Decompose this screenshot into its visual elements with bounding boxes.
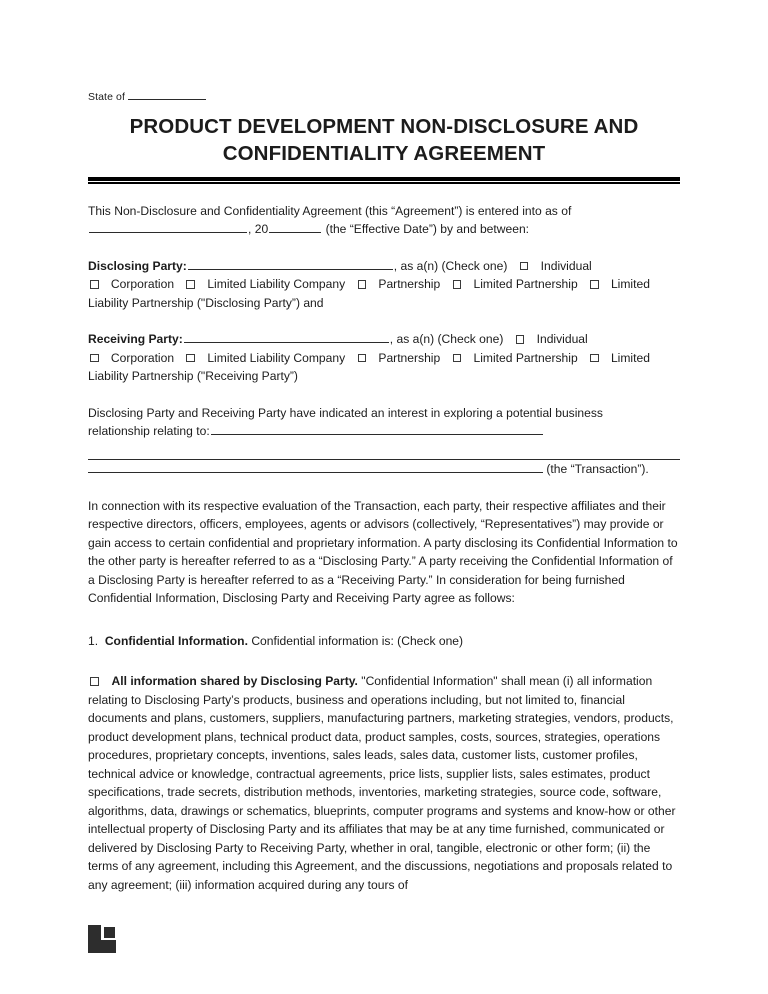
disclosing-option-individual: Individual bbox=[540, 258, 592, 273]
transaction-blank-3[interactable] bbox=[88, 460, 543, 473]
checkbox-receiving-llp[interactable] bbox=[590, 354, 599, 363]
section-1-heading bbox=[88, 632, 680, 651]
checkbox-receiving-individual[interactable] bbox=[516, 335, 525, 344]
divider-bar-thin bbox=[88, 182, 680, 184]
transaction-suffix: (the “Transaction”). bbox=[546, 462, 649, 477]
title-line-2: CONFIDENTIALITY AGREEMENT bbox=[222, 142, 546, 165]
state-of-label: State of bbox=[88, 91, 125, 103]
checkbox-disclosing-individual[interactable] bbox=[520, 262, 529, 271]
receiving-option-limited-partnership: Limited Partnership bbox=[473, 350, 578, 365]
transaction-blank-2[interactable] bbox=[88, 441, 680, 461]
option-all-information-text: "Confidential Information" shall mean (i) all information relating to Disclosing Party’s products, business and operations including, but not limited to, financial documents and plans, customers, suppliers, manufacturing partners, marketing strategies, vendors, products, product development plans, technical product data, product samples, costs, sources, strategies, operations procedures, proprietary concepts, inventions, sales leads, sales data, customer lists, customer profiles, technical advice or knowledge, contractual agreements, price lists, supplier lists, sales estimates, product specifications, trade secrets, distribution methods, inventories, marketing strategies, source code, software, algorithms, data, drawings or schematics, blueprints, computer programs and systems and know-how or other intellectual property of Disclosing Party and its affiliates that may be at any time furnished, communicated or delivered by Disclosing Party to Receiving Party, whether in oral, tangible, electronic or other form; (ii) the terms of any agreement, including this Agreement, and the discussions, negotiations and proposals related to any agreement; (iii) information acquired during any tours of bbox=[88, 674, 676, 892]
effective-year-blank[interactable] bbox=[269, 220, 321, 233]
title-line-1: PRODUCT DEVELOPMENT NON-DISCLOSURE AND bbox=[129, 115, 639, 138]
receiving-party-block bbox=[88, 330, 680, 386]
title-divider bbox=[88, 177, 680, 184]
receiving-option-limited: Limited bbox=[610, 350, 650, 365]
document-content bbox=[88, 0, 680, 894]
checkbox-disclosing-partnership[interactable] bbox=[358, 280, 367, 289]
transaction-line-4 bbox=[88, 460, 680, 479]
checkbox-disclosing-corporation[interactable] bbox=[90, 280, 99, 289]
checkbox-all-information[interactable] bbox=[90, 677, 99, 686]
transaction-line-2-prefix: relationship relating to: bbox=[88, 424, 210, 439]
effective-date-suffix: (the “Effective Date”) by and between: bbox=[325, 222, 530, 237]
logo-notch-inner bbox=[104, 927, 115, 938]
recital-paragraph: In connection with its respective evaluation of the Transaction, each party, their respective affiliates and their respective directors, officers, employees, agents or advisors (collectively, “Representatives”) may provide or gain access to certain confidential and proprietary information. A party disclosing its Confidential Information to the other party is hereafter referred to as a “Disclosing Party.” A party receiving the Confidential Information of a Disclosing Party is hereafter referred to as a “Receiving Party.” In consideration for being furnished Confidential Information, Disclosing Party and Receiving Party agree as follows: bbox=[88, 498, 678, 606]
transaction-block bbox=[88, 404, 680, 479]
checkbox-disclosing-limited-partnership[interactable] bbox=[453, 280, 462, 289]
year-prefix: , 20 bbox=[248, 222, 269, 237]
receiving-party-line-3: Liability Partnership ("Receiving Party”) bbox=[88, 369, 298, 384]
disclosing-option-corporation: Corporation bbox=[110, 277, 175, 292]
intro-paragraph bbox=[88, 202, 680, 239]
disclosing-option-partnership: Partnership bbox=[378, 277, 441, 292]
checkbox-receiving-llc[interactable] bbox=[186, 354, 195, 363]
effective-date-blank[interactable] bbox=[89, 220, 247, 233]
disclosing-party-line-3: Liability Partnership ("Disclosing Party”) and bbox=[88, 295, 324, 310]
disclosing-option-limited: Limited bbox=[610, 277, 650, 292]
disclosing-option-llc: Limited Liability Company bbox=[207, 277, 346, 292]
disclosing-party-line-2 bbox=[88, 275, 680, 294]
transaction-blank-1[interactable] bbox=[211, 422, 543, 435]
receiving-party-label: Receiving Party: bbox=[88, 332, 183, 347]
section-1-text: Confidential information is: (Check one) bbox=[251, 633, 464, 648]
checkbox-disclosing-llp[interactable] bbox=[590, 280, 599, 289]
receiving-option-individual: Individual bbox=[536, 332, 588, 347]
receiving-option-llc: Limited Liability Company bbox=[207, 350, 346, 365]
disclosing-option-limited-partnership: Limited Partnership bbox=[473, 277, 578, 292]
disclosing-party-name-blank[interactable] bbox=[188, 257, 393, 270]
disclosing-party-label: Disclosing Party: bbox=[88, 258, 187, 273]
section-1-number: 1. bbox=[88, 633, 99, 648]
checkbox-receiving-partnership[interactable] bbox=[358, 354, 367, 363]
disclosing-party-block bbox=[88, 257, 680, 313]
transaction-line-2 bbox=[88, 422, 680, 441]
receiving-option-corporation: Corporation bbox=[110, 350, 175, 365]
document-body bbox=[88, 202, 680, 895]
checkbox-disclosing-llc[interactable] bbox=[186, 280, 195, 289]
receiving-party-line-2 bbox=[88, 349, 680, 368]
receiving-as-a-n: , as a(n) (Check one) bbox=[389, 332, 504, 347]
receiving-option-partnership: Partnership bbox=[378, 350, 441, 365]
logo-notch bbox=[101, 925, 116, 940]
checkbox-receiving-corporation[interactable] bbox=[90, 354, 99, 363]
disclosing-party-line-1 bbox=[88, 257, 680, 276]
section-1-title: Confidential Information. bbox=[104, 633, 248, 648]
state-of-blank[interactable] bbox=[128, 90, 206, 100]
checkbox-receiving-limited-partnership[interactable] bbox=[453, 354, 462, 363]
state-of-line bbox=[88, 90, 680, 104]
intro-line-2 bbox=[88, 220, 680, 239]
intro-line-1: This Non-Disclosure and Confidentiality Agreement (this “Agreement”) is entered into as of bbox=[88, 203, 572, 218]
receiving-party-name-blank[interactable] bbox=[184, 330, 389, 343]
option-all-information bbox=[88, 672, 680, 894]
disclosing-as-a-n: , as a(n) (Check one) bbox=[393, 258, 508, 273]
option-all-information-heading: All information shared by Disclosing Party. bbox=[111, 674, 358, 689]
transaction-line-1: Disclosing Party and Receiving Party have indicated an interest in exploring a potential business bbox=[88, 405, 603, 420]
receiving-party-line-1 bbox=[88, 330, 680, 349]
page-title bbox=[88, 113, 680, 167]
legal-templates-logo-icon bbox=[88, 925, 116, 953]
